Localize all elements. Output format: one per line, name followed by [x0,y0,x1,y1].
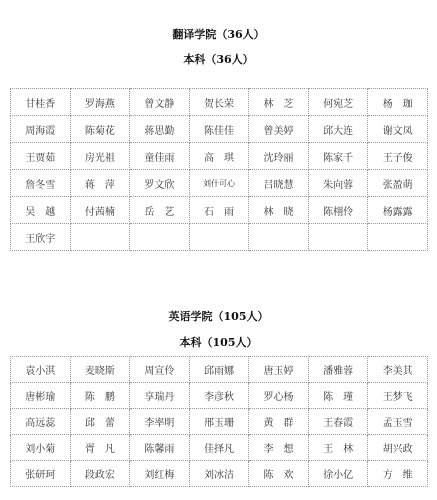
name-cell [308,224,368,251]
section-subtitle-translation: 本科（36人） [183,53,254,66]
name-cell: 方 维 [368,461,428,487]
name-cell [249,224,309,251]
name-cell: 李彦秋 [189,383,249,409]
name-cell: 詹冬雪 [11,170,71,197]
section-title-english: 英语学院（105人） [168,310,269,323]
table-row [11,461,428,487]
table-row [11,224,428,251]
name-cell [368,224,428,251]
name-cell: 杨露露 [368,197,428,224]
name-cell: 王贾茹 [11,143,71,170]
name-cell: 李 想 [249,435,309,461]
name-cell: 房光祖 [70,143,130,170]
name-cell: 蒋思勤 [130,116,190,143]
name-cell: 唐彬瑜 [11,383,71,409]
name-cell: 罗海燕 [70,89,130,116]
name-cell: 邢玉珊 [189,409,249,435]
name-cell: 王 林 [308,435,368,461]
name-cell: 胥 凡 [70,435,130,461]
name-cell: 享瑞丹 [130,383,190,409]
table-row [11,357,428,383]
name-cell: 童佳雨 [130,143,190,170]
name-cell: 李美其 [368,357,428,383]
name-cell: 陈 欢 [249,461,309,487]
name-table-translation [10,88,428,251]
name-cell: 高 琪 [189,143,249,170]
name-cell: 王子俊 [368,143,428,170]
table-row [11,409,428,435]
table-row [11,89,428,116]
section-subtitle-english: 本科（105人） [179,336,258,349]
name-cell: 吕晓慧 [249,170,309,197]
name-cell: 刘什可心 [189,170,249,197]
name-cell: 陈 瑾 [308,383,368,409]
name-cell: 潘雅蓉 [308,357,368,383]
name-cell: 王梦飞 [368,383,428,409]
name-cell: 甘桂香 [11,89,71,116]
name-cell: 曾美婷 [249,116,309,143]
name-cell: 杨 珈 [368,89,428,116]
name-cell: 石 雨 [189,197,249,224]
table-row [11,170,428,197]
name-cell: 沈玲丽 [249,143,309,170]
name-cell: 陈栩伶 [308,197,368,224]
name-cell: 孟玉雪 [368,409,428,435]
name-cell: 袁小淇 [11,357,71,383]
name-cell: 刘红梅 [130,461,190,487]
name-cell: 罗心杨 [249,383,309,409]
name-cell: 邱大连 [308,116,368,143]
name-table-english [10,356,428,487]
name-cell: 刘小菊 [11,435,71,461]
name-cell: 邱雨娜 [189,357,249,383]
table-row [11,383,428,409]
name-cell: 周海霞 [11,116,71,143]
name-cell: 佳择凡 [189,435,249,461]
name-cell: 刘冰洁 [189,461,249,487]
name-cell: 胡兴政 [368,435,428,461]
name-cell: 唐玉婷 [249,357,309,383]
table-row [11,143,428,170]
name-cell: 蒋 萍 [70,170,130,197]
name-cell: 林 晓 [249,197,309,224]
name-cell: 何宛芝 [308,89,368,116]
name-cell: 岳 艺 [130,197,190,224]
name-cell: 张研珂 [11,461,71,487]
name-cell: 罗文欣 [130,170,190,197]
name-cell: 段政宏 [70,461,130,487]
name-cell: 邱 蕾 [70,409,130,435]
name-cell: 周宣伶 [130,357,190,383]
name-cell: 谢文凤 [368,116,428,143]
name-cell: 李率明 [130,409,190,435]
name-cell: 林 芝 [249,89,309,116]
name-cell: 朱向蓉 [308,170,368,197]
section-title-translation: 翻译学院（36人） [172,28,265,41]
name-cell [189,224,249,251]
name-cell: 曾文静 [130,89,190,116]
name-cell: 麦晓斯 [70,357,130,383]
name-cell: 王春霞 [308,409,368,435]
name-cell: 陈家千 [308,143,368,170]
name-cell: 陈菊花 [70,116,130,143]
name-cell: 黄 群 [249,409,309,435]
table-row [11,197,428,224]
name-cell: 高远蕊 [11,409,71,435]
name-cell: 张盈萌 [368,170,428,197]
table-row [11,116,428,143]
name-cell: 吴 越 [11,197,71,224]
name-cell: 陈佳佳 [189,116,249,143]
name-cell [130,224,190,251]
name-cell: 陈 鹏 [70,383,130,409]
table-row [11,435,428,461]
name-cell: 徐小亿 [308,461,368,487]
name-cell: 付茜楠 [70,197,130,224]
name-cell [70,224,130,251]
name-cell: 贺长荣 [189,89,249,116]
name-cell: 陈馨雨 [130,435,190,461]
name-cell: 王欣宇 [11,224,71,251]
